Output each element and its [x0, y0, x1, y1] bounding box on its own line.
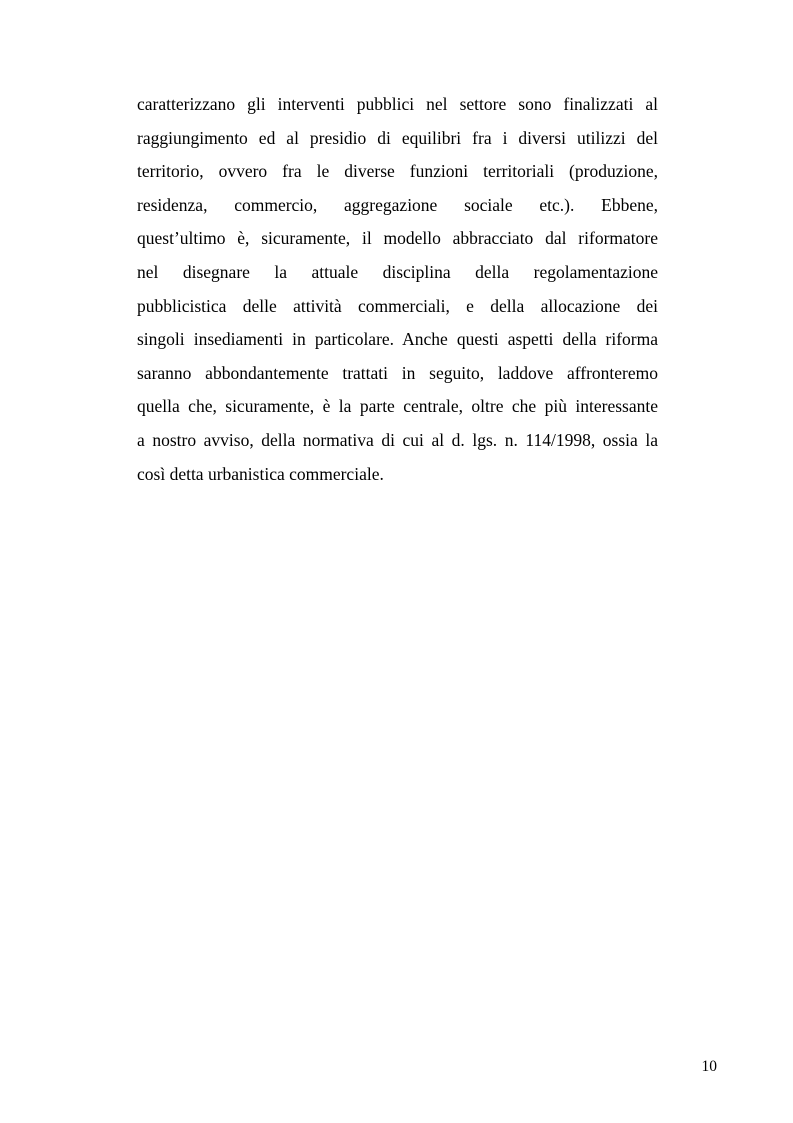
paragraph-line-10: quella che, sicuramente, è la parte centrale, oltre che più interessante [137, 396, 658, 417]
paragraph-line-8: singoli insediamenti in particolare. Anche questi aspetti della riforma [137, 329, 658, 350]
paragraph-line-3: territorio, ovvero fra le diverse funzioni territoriali (produzione, [137, 161, 658, 182]
body-paragraph [137, 88, 658, 491]
paragraph-line-12: così detta urbanistica commerciale. [137, 463, 384, 484]
page-number: 10 [701, 1058, 717, 1075]
paragraph-line-1: caratterizzano gli interventi pubblici nel settore sono finalizzati al [137, 94, 658, 114]
paragraph-line-4: residenza, commercio, aggregazione sociale etc.). Ebbene, [137, 194, 658, 215]
paragraph-line-5: quest’ultimo è, sicuramente, il modello abbracciato dal riformatore [137, 228, 658, 249]
paragraph-line-7: pubblicistica delle attività commerciali, e della allocazione dei [137, 295, 658, 316]
paragraph-line-9: saranno abbondantemente trattati in seguito, laddove affronteremo [137, 362, 658, 383]
paragraph-line-2: raggiungimento ed al presidio di equilibri fra i diversi utilizzi del [137, 127, 658, 148]
paragraph-line-6: nel disegnare la attuale disciplina della regolamentazione [137, 261, 658, 282]
paragraph-line-11: a nostro avviso, della normativa di cui al d. lgs. n. 114/1998, ossia la [137, 429, 658, 450]
